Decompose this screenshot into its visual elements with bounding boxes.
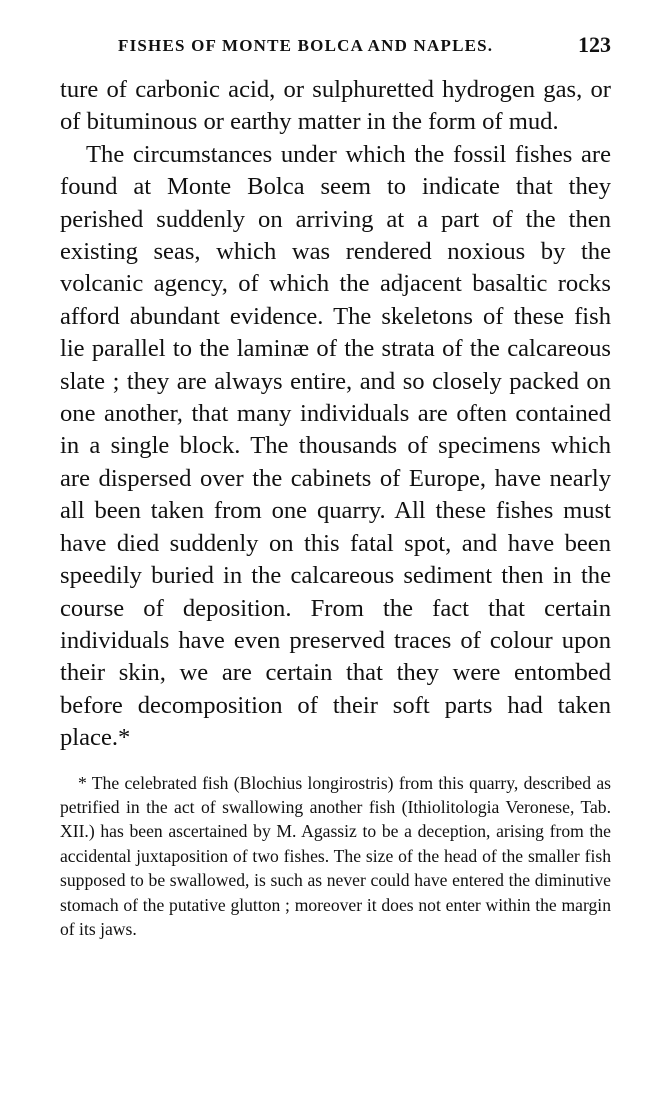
book-page (60, 30, 611, 941)
running-title: FISHES OF MONTE BOLCA AND NAPLES. (118, 36, 494, 55)
paragraph-continued: ture of carbonic acid, or sulphuretted hydrogen gas, or of bituminous or earthy matter in the form of mud. (60, 76, 611, 136)
running-head (60, 30, 611, 60)
body-text (60, 74, 611, 755)
footnote (60, 771, 611, 942)
paragraph-monte-bolca: The circumstances under which the fossil fishes are found at Monte Bolca seem to indicate that they perished suddenly on arriving at a part of the then existing seas, which was rendered noxious by the volcanic agency, of which the adjacent basaltic rocks afford abundant evidence. The skeletons of these fish lie parallel to the laminæ of the strata of the calcareous slate ; they are always entire, and so closely packed on one another, that many individuals are often contained in a single block. The thousands of specimens which are dispersed over the cabinets of Europe, have nearly all been taken from one quarry. All these fishes must have died suddenly on this fatal spot, and have been speedily buried in the calcareous sediment then in the course of deposition. From the fact that certain individuals have even preserved traces of colour upon their skin, we are certain that they were entombed before decomposition of their soft parts had taken place.* (60, 140, 611, 752)
footnote-text: * The celebrated fish (Blochius longirostris) from this quarry, described as petrified in the act of swallowing another fish (Ithiolitologia Veronese, Tab. XII.) has been ascertained by M. Agassiz to be a deception, arising from the accidental juxtaposition of two fishes. The size of the head of the smaller fish supposed to be swallowed, is such as never could have entered the diminutive stomach of the putative glutton ; moreover it does not enter within the margin of its jaws. (60, 772, 611, 939)
page-number: 123 (578, 32, 611, 57)
